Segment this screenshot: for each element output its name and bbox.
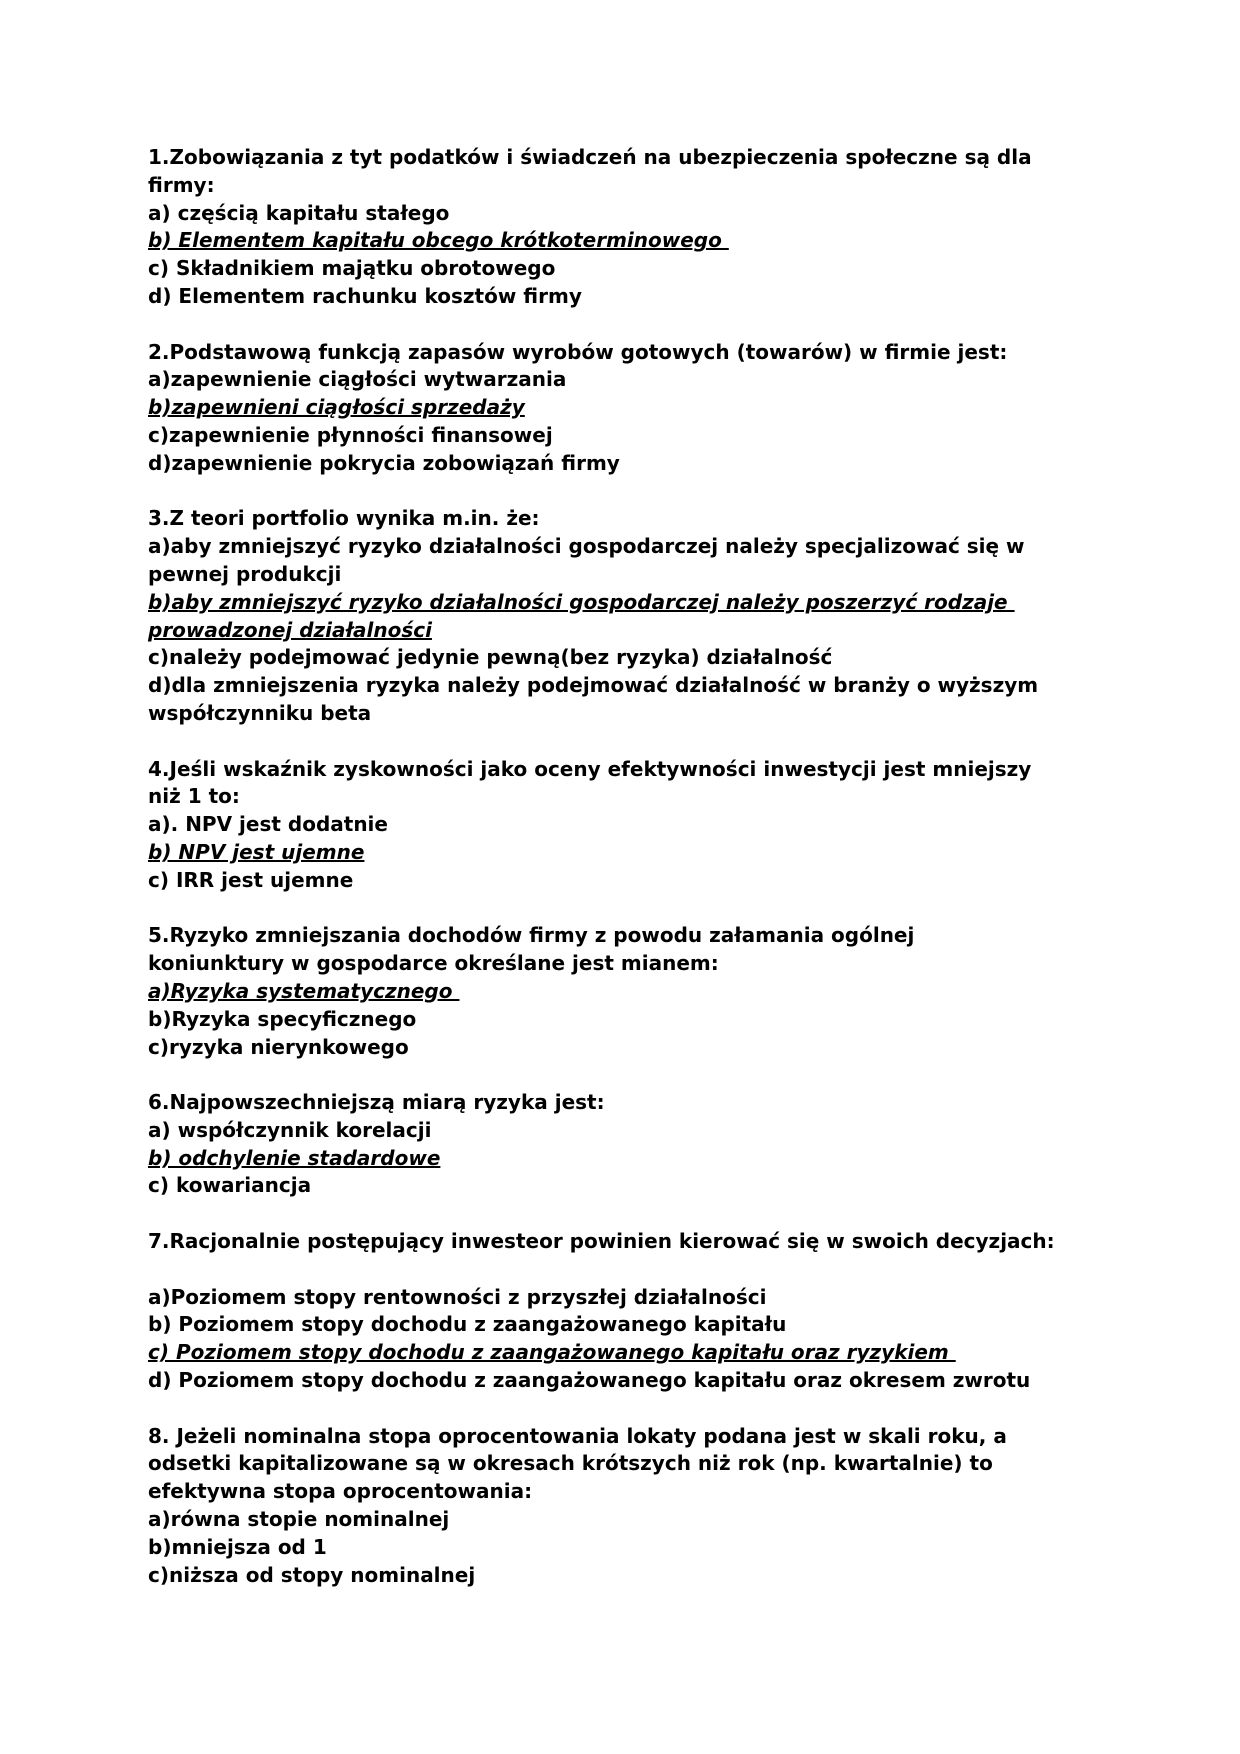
answer-option: b) Poziomem stopy dochodu z zaangażowanego kapitału	[148, 1312, 787, 1337]
answer-option: c)ryzyka nierynkowego	[148, 1034, 409, 1059]
question-text: 5.Ryzyko zmniejszania dochodów firmy z powodu załamania ogólnej koniunktury w gospodarce określane jest mianem:	[148, 923, 915, 976]
answer-option: d) Elementem rachunku kosztów firmy	[148, 283, 582, 308]
answer-option: a)równa stopie nominalnej	[148, 1507, 450, 1532]
answer-option-correct: b)aby zmniejszyć ryzyko działalności gospodarczej należy poszerzyć rodzaje prowadzonej działalności	[148, 589, 1008, 642]
answer-option: c)należy podejmować jedynie pewną(bez ryzyka) działalność	[148, 645, 833, 670]
question-text: 2.Podstawową funkcją zapasów wyrobów gotowych (towarów) w firmie jest:	[148, 339, 1008, 364]
question-text: 8. Jeżeli nominalna stopa oprocentowania lokaty podana jest w skali roku, a odsetki kapitalizowane są w okresach krótszych niż rok (np. kwartalnie) to efektywna stopa oprocentowania:	[148, 1423, 1007, 1504]
answer-option: c)zapewnienie płynności finansowej	[148, 422, 553, 447]
document-page	[148, 144, 1148, 1617]
answer-option: a). NPV jest dodatnie	[148, 812, 388, 837]
answer-option-correct: c) Poziomem stopy dochodu z zaangażowanego kapitału oraz ryzykiem	[148, 1340, 956, 1365]
answer-option: b)Ryzyka specyficznego	[148, 1006, 417, 1031]
blank-line	[148, 1256, 1148, 1284]
question-text: 3.Z teori portfolio wynika m.in. że:	[148, 506, 540, 531]
question-1	[148, 144, 1148, 311]
answer-option-correct: a)Ryzyka systematycznego	[148, 978, 460, 1003]
question-3	[148, 505, 1148, 727]
answer-option: c) kowariancja	[148, 1173, 312, 1198]
question-text: 6.Najpowszechniejszą miarą ryzyka jest:	[148, 1090, 605, 1115]
answer-option: d)zapewnienie pokrycia zobowiązań firmy	[148, 450, 620, 475]
answer-option: b)mniejsza od 1	[148, 1534, 327, 1559]
question-text: 4.Jeśli wskaźnik zyskowności jako oceny efektywności inwestycji jest mniejszy niż 1 to:	[148, 756, 1032, 809]
answer-option: a) współczynnik korelacji	[148, 1117, 432, 1142]
answer-option: a)Poziomem stopy rentowności z przyszłej działalności	[148, 1284, 767, 1309]
answer-option-correct: b) NPV jest ujemne	[148, 839, 365, 864]
question-text: 7.Racjonalnie postępujący inwesteor powinien kierować się w swoich decyzjach:	[148, 1229, 1055, 1254]
answer-option: c) IRR jest ujemne	[148, 867, 354, 892]
question-8	[148, 1423, 1148, 1590]
answer-option-correct: b) Elementem kapitału obcego krótkoterminowego	[148, 228, 729, 253]
question-6	[148, 1089, 1148, 1200]
question-5	[148, 922, 1148, 1061]
answer-option-correct: b)zapewnieni ciągłości sprzedaży	[148, 395, 525, 420]
question-4	[148, 756, 1148, 895]
question-text: 1.Zobowiązania z tyt podatków i świadczeń na ubezpieczenia społeczne są dla firmy:	[148, 145, 1032, 197]
question-2	[148, 339, 1148, 478]
answer-option: c) Składnikiem majątku obrotowego	[148, 256, 556, 281]
answer-option: d)dla zmniejszenia ryzyka należy podejmować działalność w branży o wyższym współczynniku beta	[148, 673, 1039, 725]
answer-option: d) Poziomem stopy dochodu z zaangażowanego kapitału oraz okresem zwrotu	[148, 1368, 1031, 1393]
answer-option: a)aby zmniejszyć ryzyko działalności gospodarczej należy specjalizować się w pewnej produkcji	[148, 534, 1025, 586]
question-7	[148, 1228, 1148, 1395]
answer-option: c)niższa od stopy nominalnej	[148, 1562, 476, 1587]
answer-option: a) częścią kapitału stałego	[148, 200, 450, 225]
answer-option: a)zapewnienie ciągłości wytwarzania	[148, 367, 567, 392]
answer-option-correct: b) odchylenie stadardowe	[148, 1145, 441, 1170]
